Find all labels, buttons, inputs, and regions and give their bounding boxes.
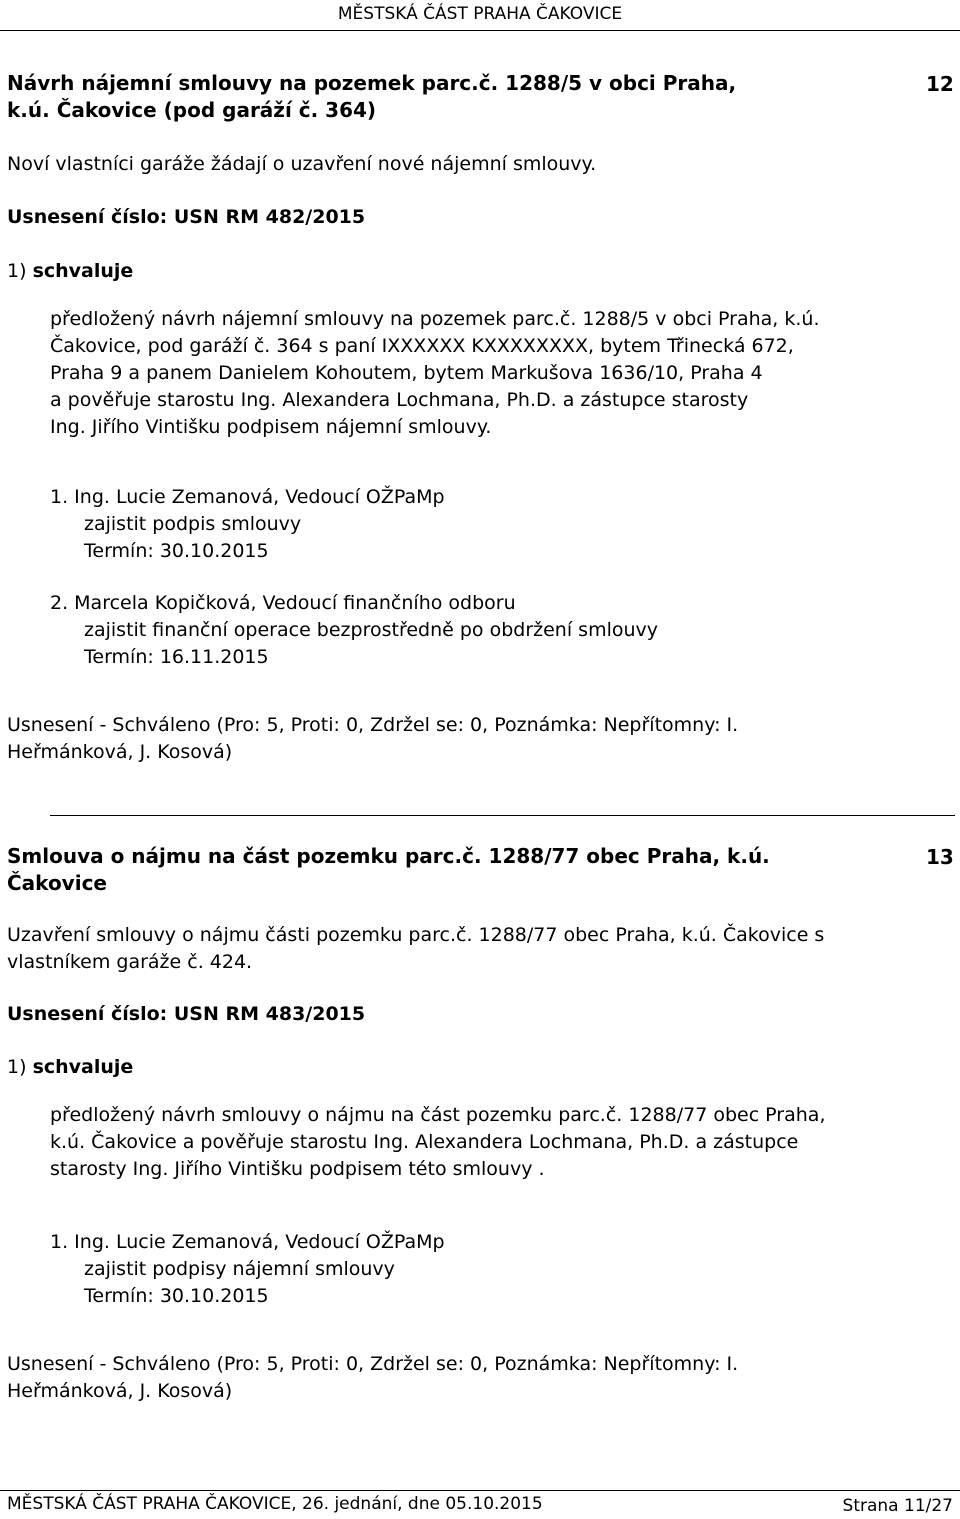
item12-clause-heading <box>7 258 133 285</box>
item12-vote-result-line1: Usnesení - Schváleno (Pro: 5, Proti: 0, Zdržel se: 0, Poznámka: Nepřítomny: I. <box>7 714 739 736</box>
item13-description-line1: Uzavření smlouvy o nájmu části pozemku parc.č. 1288/77 obec Praha, k.ú. Čakovice s <box>7 924 825 946</box>
item13-resolution-number: Usnesení číslo: USN RM 483/2015 <box>7 1003 366 1025</box>
item13-task1-responsible: 1. Ing. Lucie Zemanová, Vedoucí OŽPaMp <box>50 1231 445 1253</box>
item12-description: Noví vlastníci garáže žádají o uzavření nové nájemní smlouvy. <box>7 153 597 175</box>
page-header: MĚSTSKÁ ČÁST PRAHA ČAKOVICE <box>337 4 623 24</box>
item12-task2-deadline: Termín: 16.11.2015 <box>84 646 269 668</box>
item12-resolution-number: Usnesení číslo: USN RM 482/2015 <box>7 206 366 228</box>
clause-verb: schvaluje <box>32 1056 134 1078</box>
item12-vote-result-line2: Heřmánková, J. Kosová) <box>7 741 233 763</box>
clause-prefix: 1) <box>7 1056 27 1078</box>
item12-clause-line4: a pověřuje starostu Ing. Alexandera Lochmana, Ph.D. a zástupce starosty <box>50 389 749 411</box>
item13-vote-result-line1: Usnesení - Schváleno (Pro: 5, Proti: 0, Zdržel se: 0, Poznámka: Nepřítomny: I. <box>7 1353 739 1375</box>
section-separator <box>50 815 955 816</box>
item12-clause-line3: Praha 9 a panem Danielem Kohoutem, bytem Markušova 1636/10, Praha 4 <box>50 362 763 384</box>
item13-title-line2: Čakovice <box>7 871 107 895</box>
clause-verb: schvaluje <box>32 260 134 282</box>
item13-title-line1: Smlouva o nájmu na část pozemku parc.č. 1288/77 obec Praha, k.ú. <box>7 844 770 868</box>
item12-title-line1: Návrh nájemní smlouvy na pozemek parc.č. 1288/5 v obci Praha, <box>7 71 737 95</box>
header-divider <box>0 30 960 31</box>
item13-clause-heading <box>7 1054 133 1081</box>
item13-clause-line2: k.ú. Čakovice a pověřuje starostu Ing. Alexandera Lochmana, Ph.D. a zástupce <box>50 1131 799 1153</box>
item12-task1-deadline: Termín: 30.10.2015 <box>84 540 269 562</box>
item12-task2-responsible: 2. Marcela Kopičková, Vedoucí finančního odboru <box>50 592 516 614</box>
item12-clause-line5: Ing. Jiřího Vintišku podpisem nájemní smlouvy. <box>50 416 492 438</box>
item12-task1-responsible: 1. Ing. Lucie Zemanová, Vedoucí OŽPaMp <box>50 486 445 508</box>
footer-meeting-info: MĚSTSKÁ ČÁST PRAHA ČAKOVICE, 26. jednání, dne 05.10.2015 <box>7 1494 543 1514</box>
item13-vote-result-line2: Heřmánková, J. Kosová) <box>7 1380 233 1402</box>
item13-clause-line3: starosty Ing. Jiřího Vintišku podpisem této smlouvy . <box>50 1158 545 1180</box>
item12-clause-line2: Čakovice, pod garáží č. 364 s paní IXXXXXX KXXXXXXXX, bytem Třinecká 672, <box>50 335 794 357</box>
item13-number: 13 <box>926 845 954 869</box>
item12-task1-action: zajistit podpis smlouvy <box>84 513 302 535</box>
item13-description-line2: vlastníkem garáže č. 424. <box>7 951 253 973</box>
footer-page-number: Strana 11/27 <box>842 1496 953 1516</box>
clause-prefix: 1) <box>7 260 27 282</box>
item13-clause-line1: předložený návrh smlouvy o nájmu na část pozemku parc.č. 1288/77 obec Praha, <box>50 1104 826 1126</box>
item13-task1-deadline: Termín: 30.10.2015 <box>84 1285 269 1307</box>
item12-number: 12 <box>926 72 954 96</box>
item12-clause-line1: předložený návrh nájemní smlouvy na pozemek parc.č. 1288/5 v obci Praha, k.ú. <box>50 308 820 330</box>
item12-task2-action: zajistit finanční operace bezprostředně po obdržení smlouvy <box>84 619 659 641</box>
footer-divider <box>0 1490 960 1491</box>
item12-title-line2: k.ú. Čakovice (pod garáží č. 364) <box>7 98 377 122</box>
item13-task1-action: zajistit podpisy nájemní smlouvy <box>84 1258 395 1280</box>
